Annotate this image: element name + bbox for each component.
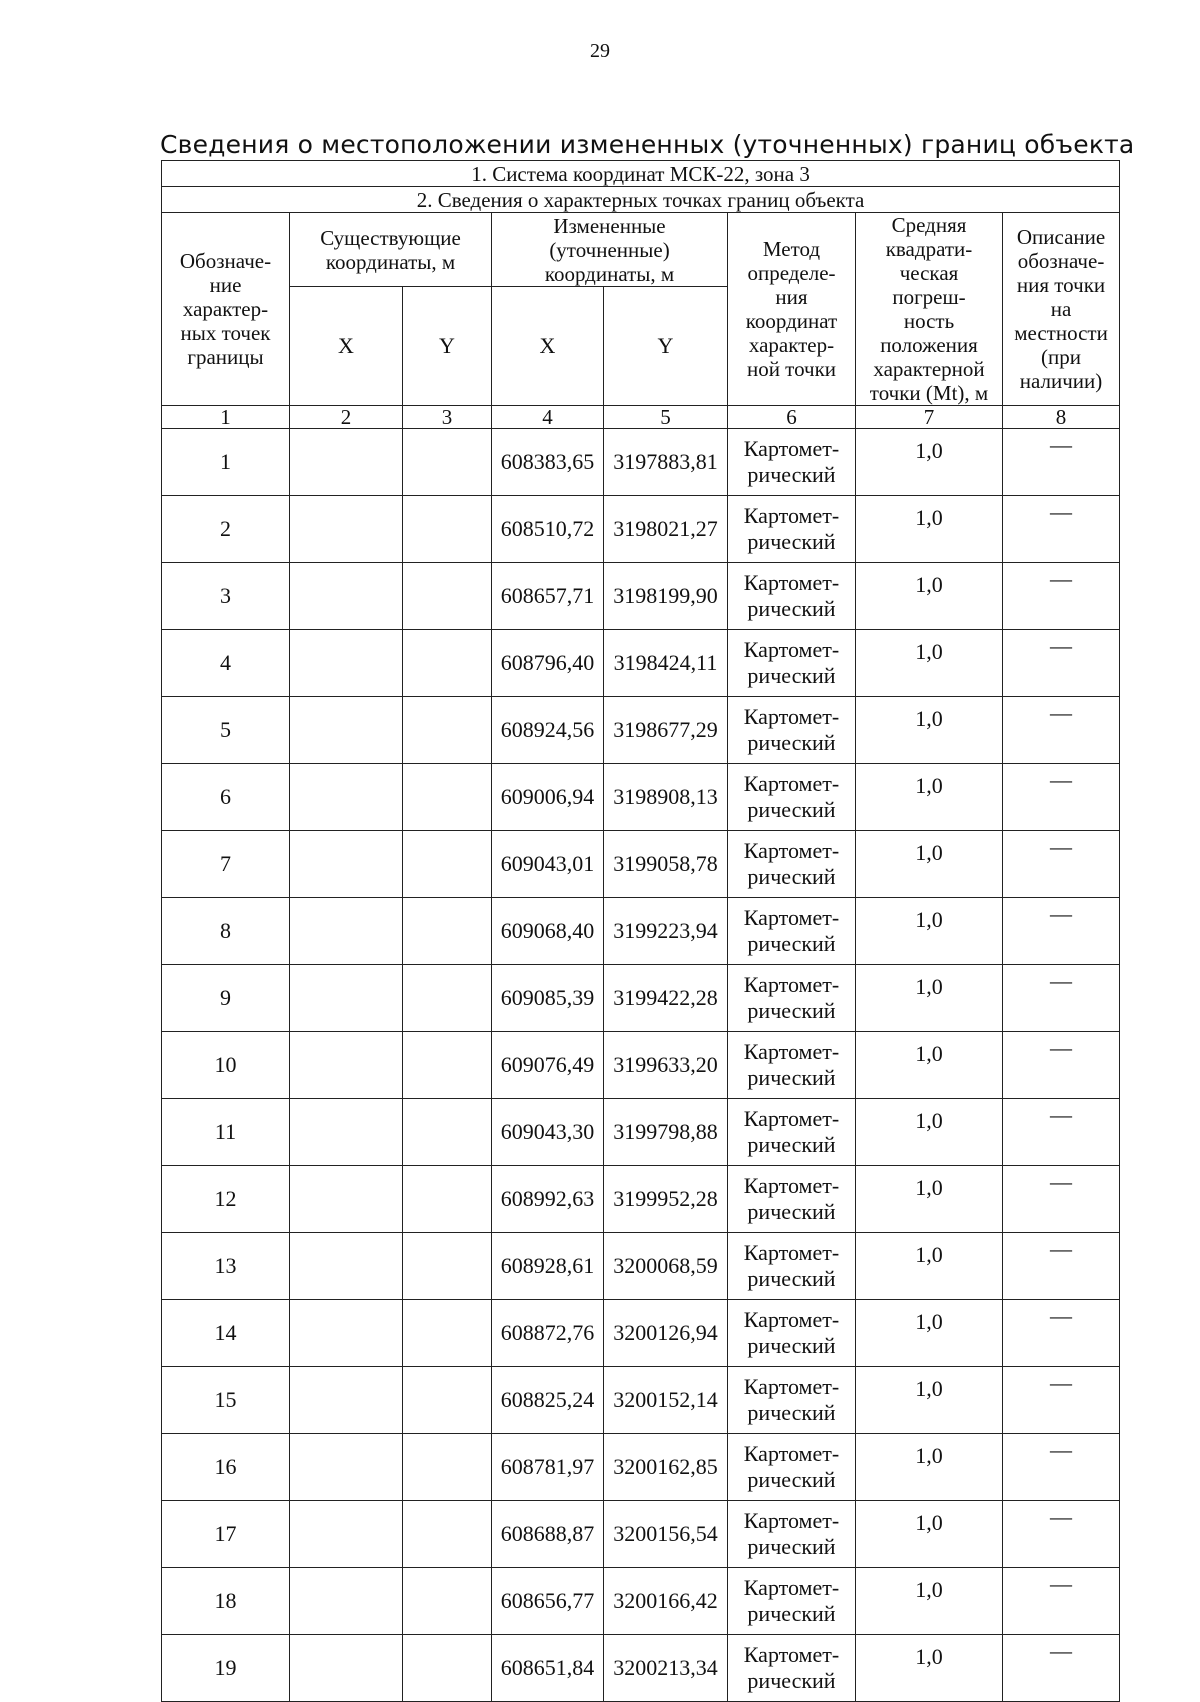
changed-x-cell: 609085,39	[492, 965, 604, 1032]
header-method: Метод определе- ния координат характер- ной точки	[728, 213, 856, 406]
header-changed-y: Y	[604, 287, 728, 406]
existing-x-cell	[290, 1166, 403, 1233]
changed-x-cell: 608825,24	[492, 1367, 604, 1434]
method-cell: Картомет- рический	[728, 1635, 856, 1702]
existing-y-cell	[403, 764, 492, 831]
existing-x-cell	[290, 496, 403, 563]
header-existing-x: X	[290, 287, 403, 406]
changed-x-cell: 608924,56	[492, 697, 604, 764]
table-row	[162, 831, 1120, 898]
existing-x-cell	[290, 1367, 403, 1434]
existing-x-cell	[290, 1568, 403, 1635]
column-number: 1	[162, 406, 290, 429]
point-number-cell: 5	[162, 697, 290, 764]
description-cell: —	[1003, 563, 1120, 630]
column-number-row	[162, 406, 1120, 429]
description-cell: —	[1003, 1434, 1120, 1501]
changed-y-cell: 3199223,94	[604, 898, 728, 965]
changed-x-cell: 608651,84	[492, 1635, 604, 1702]
table-row	[162, 965, 1120, 1032]
header-error: Средняя квадрати- ческая погреш- ность положения характерной точки (Mt), м	[856, 213, 1003, 406]
error-value-cell: 1,0	[856, 1635, 1003, 1702]
description-cell: —	[1003, 697, 1120, 764]
method-cell: Картомет- рический	[728, 898, 856, 965]
error-value-cell: 1,0	[856, 563, 1003, 630]
error-value-cell: 1,0	[856, 1568, 1003, 1635]
description-cell: —	[1003, 1166, 1120, 1233]
method-cell: Картомет- рический	[728, 831, 856, 898]
table-row	[162, 1367, 1120, 1434]
column-number: 5	[604, 406, 728, 429]
existing-y-cell	[403, 965, 492, 1032]
table-row	[162, 1434, 1120, 1501]
existing-y-cell	[403, 697, 492, 764]
point-number-cell: 8	[162, 898, 290, 965]
changed-x-cell: 609043,01	[492, 831, 604, 898]
changed-x-cell: 609068,40	[492, 898, 604, 965]
existing-y-cell	[403, 1300, 492, 1367]
existing-y-cell	[403, 898, 492, 965]
table-body	[162, 429, 1120, 1702]
table-row	[162, 1166, 1120, 1233]
table-row	[162, 1635, 1120, 1702]
existing-y-cell	[403, 1501, 492, 1568]
table-row	[162, 496, 1120, 563]
existing-x-cell	[290, 1099, 403, 1166]
point-number-cell: 4	[162, 630, 290, 697]
table-row	[162, 1568, 1120, 1635]
existing-y-cell	[403, 496, 492, 563]
column-number: 4	[492, 406, 604, 429]
changed-y-cell: 3200126,94	[604, 1300, 728, 1367]
method-cell: Картомет- рический	[728, 1166, 856, 1233]
page-number: 29	[590, 40, 610, 62]
existing-y-cell	[403, 1032, 492, 1099]
point-number-cell: 15	[162, 1367, 290, 1434]
table-row	[162, 898, 1120, 965]
point-number-cell: 18	[162, 1568, 290, 1635]
point-number-cell: 6	[162, 764, 290, 831]
header-existing-coords: Существующие координаты, м	[290, 213, 492, 287]
changed-y-cell: 3198908,13	[604, 764, 728, 831]
existing-y-cell	[403, 1568, 492, 1635]
description-cell: —	[1003, 496, 1120, 563]
point-number-cell: 1	[162, 429, 290, 496]
point-number-cell: 10	[162, 1032, 290, 1099]
error-value-cell: 1,0	[856, 496, 1003, 563]
method-cell: Картомет- рический	[728, 1099, 856, 1166]
description-cell: —	[1003, 429, 1120, 496]
error-value-cell: 1,0	[856, 1166, 1003, 1233]
description-cell: —	[1003, 965, 1120, 1032]
point-number-cell: 16	[162, 1434, 290, 1501]
changed-y-cell: 3200152,14	[604, 1367, 728, 1434]
changed-x-cell: 608688,87	[492, 1501, 604, 1568]
description-cell: —	[1003, 1099, 1120, 1166]
header-designation: Обозначе- ние характер- ных точек границы	[162, 213, 290, 406]
existing-y-cell	[403, 1099, 492, 1166]
description-cell: —	[1003, 1367, 1120, 1434]
existing-y-cell	[403, 1434, 492, 1501]
existing-x-cell	[290, 965, 403, 1032]
error-value-cell: 1,0	[856, 965, 1003, 1032]
description-cell: —	[1003, 1300, 1120, 1367]
changed-x-cell: 608656,77	[492, 1568, 604, 1635]
method-cell: Картомет- рический	[728, 1032, 856, 1099]
changed-y-cell: 3200166,42	[604, 1568, 728, 1635]
error-value-cell: 1,0	[856, 831, 1003, 898]
point-number-cell: 7	[162, 831, 290, 898]
table-row	[162, 1099, 1120, 1166]
error-value-cell: 1,0	[856, 1032, 1003, 1099]
changed-y-cell: 3199058,78	[604, 831, 728, 898]
existing-y-cell	[403, 630, 492, 697]
changed-x-cell: 608510,72	[492, 496, 604, 563]
table-row	[162, 429, 1120, 496]
existing-x-cell	[290, 1501, 403, 1568]
changed-y-cell: 3199798,88	[604, 1099, 728, 1166]
point-number-cell: 2	[162, 496, 290, 563]
point-number-cell: 13	[162, 1233, 290, 1300]
changed-y-cell: 3198424,11	[604, 630, 728, 697]
column-number: 8	[1003, 406, 1120, 429]
error-value-cell: 1,0	[856, 898, 1003, 965]
error-value-cell: 1,0	[856, 429, 1003, 496]
existing-x-cell	[290, 697, 403, 764]
error-value-cell: 1,0	[856, 697, 1003, 764]
description-cell: —	[1003, 1032, 1120, 1099]
table-row	[162, 1032, 1120, 1099]
points-section-line: 2. Сведения о характерных точках границ объекта	[162, 187, 1120, 213]
header-description: Описание обозначе- ния точки на местности (при наличии)	[1003, 213, 1120, 406]
description-cell: —	[1003, 1501, 1120, 1568]
existing-x-cell	[290, 1434, 403, 1501]
column-number: 2	[290, 406, 403, 429]
changed-y-cell: 3200162,85	[604, 1434, 728, 1501]
boundary-points-table	[161, 160, 1120, 1702]
existing-y-cell	[403, 1233, 492, 1300]
description-cell: —	[1003, 898, 1120, 965]
error-value-cell: 1,0	[856, 630, 1003, 697]
column-number: 3	[403, 406, 492, 429]
method-cell: Картомет- рический	[728, 429, 856, 496]
changed-x-cell: 608796,40	[492, 630, 604, 697]
existing-x-cell	[290, 831, 403, 898]
point-number-cell: 17	[162, 1501, 290, 1568]
table-row	[162, 630, 1120, 697]
existing-x-cell	[290, 1635, 403, 1702]
error-value-cell: 1,0	[856, 764, 1003, 831]
method-cell: Картомет- рический	[728, 1434, 856, 1501]
point-number-cell: 12	[162, 1166, 290, 1233]
method-cell: Картомет- рический	[728, 965, 856, 1032]
existing-x-cell	[290, 563, 403, 630]
description-cell: —	[1003, 764, 1120, 831]
coordinate-system-line: 1. Система координат МСК-22, зона 3	[162, 161, 1120, 187]
changed-y-cell: 3199422,28	[604, 965, 728, 1032]
document-title: Сведения о местоположении измененных (уточненных) границ объекта	[160, 130, 1135, 159]
point-number-cell: 14	[162, 1300, 290, 1367]
column-number: 6	[728, 406, 856, 429]
changed-y-cell: 3198677,29	[604, 697, 728, 764]
table-row	[162, 1233, 1120, 1300]
existing-x-cell	[290, 1032, 403, 1099]
existing-x-cell	[290, 1300, 403, 1367]
changed-y-cell: 3199952,28	[604, 1166, 728, 1233]
changed-x-cell: 609006,94	[492, 764, 604, 831]
description-cell: —	[1003, 1233, 1120, 1300]
error-value-cell: 1,0	[856, 1434, 1003, 1501]
table-row	[162, 563, 1120, 630]
changed-x-cell: 608992,63	[492, 1166, 604, 1233]
existing-y-cell	[403, 429, 492, 496]
changed-x-cell: 609043,30	[492, 1099, 604, 1166]
point-number-cell: 3	[162, 563, 290, 630]
changed-y-cell: 3199633,20	[604, 1032, 728, 1099]
description-cell: —	[1003, 1635, 1120, 1702]
point-number-cell: 9	[162, 965, 290, 1032]
changed-y-cell: 3200068,59	[604, 1233, 728, 1300]
existing-y-cell	[403, 1635, 492, 1702]
changed-y-cell: 3198199,90	[604, 563, 728, 630]
method-cell: Картомет- рический	[728, 1233, 856, 1300]
header-existing-y: Y	[403, 287, 492, 406]
changed-y-cell: 3197883,81	[604, 429, 728, 496]
existing-x-cell	[290, 630, 403, 697]
description-cell: —	[1003, 831, 1120, 898]
table-row	[162, 697, 1120, 764]
method-cell: Картомет- рический	[728, 496, 856, 563]
method-cell: Картомет- рический	[728, 1568, 856, 1635]
method-cell: Картомет- рический	[728, 1501, 856, 1568]
table-row	[162, 764, 1120, 831]
changed-x-cell: 608781,97	[492, 1434, 604, 1501]
error-value-cell: 1,0	[856, 1233, 1003, 1300]
existing-y-cell	[403, 1166, 492, 1233]
method-cell: Картомет- рический	[728, 563, 856, 630]
header-changed-x: X	[492, 287, 604, 406]
method-cell: Картомет- рический	[728, 630, 856, 697]
changed-y-cell: 3200213,34	[604, 1635, 728, 1702]
existing-x-cell	[290, 764, 403, 831]
existing-x-cell	[290, 1233, 403, 1300]
method-cell: Картомет- рический	[728, 1300, 856, 1367]
existing-y-cell	[403, 563, 492, 630]
changed-x-cell: 608872,76	[492, 1300, 604, 1367]
existing-x-cell	[290, 898, 403, 965]
description-cell: —	[1003, 630, 1120, 697]
error-value-cell: 1,0	[856, 1099, 1003, 1166]
description-cell: —	[1003, 1568, 1120, 1635]
existing-y-cell	[403, 1367, 492, 1434]
method-cell: Картомет- рический	[728, 697, 856, 764]
point-number-cell: 11	[162, 1099, 290, 1166]
existing-x-cell	[290, 429, 403, 496]
point-number-cell: 19	[162, 1635, 290, 1702]
table-row	[162, 1501, 1120, 1568]
table-row	[162, 1300, 1120, 1367]
changed-y-cell: 3198021,27	[604, 496, 728, 563]
method-cell: Картомет- рический	[728, 1367, 856, 1434]
error-value-cell: 1,0	[856, 1501, 1003, 1568]
existing-y-cell	[403, 831, 492, 898]
error-value-cell: 1,0	[856, 1367, 1003, 1434]
changed-x-cell: 608657,71	[492, 563, 604, 630]
header-changed-coords: Измененные (уточненные) координаты, м	[492, 213, 728, 287]
changed-y-cell: 3200156,54	[604, 1501, 728, 1568]
changed-x-cell: 608928,61	[492, 1233, 604, 1300]
method-cell: Картомет- рический	[728, 764, 856, 831]
changed-x-cell: 609076,49	[492, 1032, 604, 1099]
changed-x-cell: 608383,65	[492, 429, 604, 496]
error-value-cell: 1,0	[856, 1300, 1003, 1367]
column-number: 7	[856, 406, 1003, 429]
